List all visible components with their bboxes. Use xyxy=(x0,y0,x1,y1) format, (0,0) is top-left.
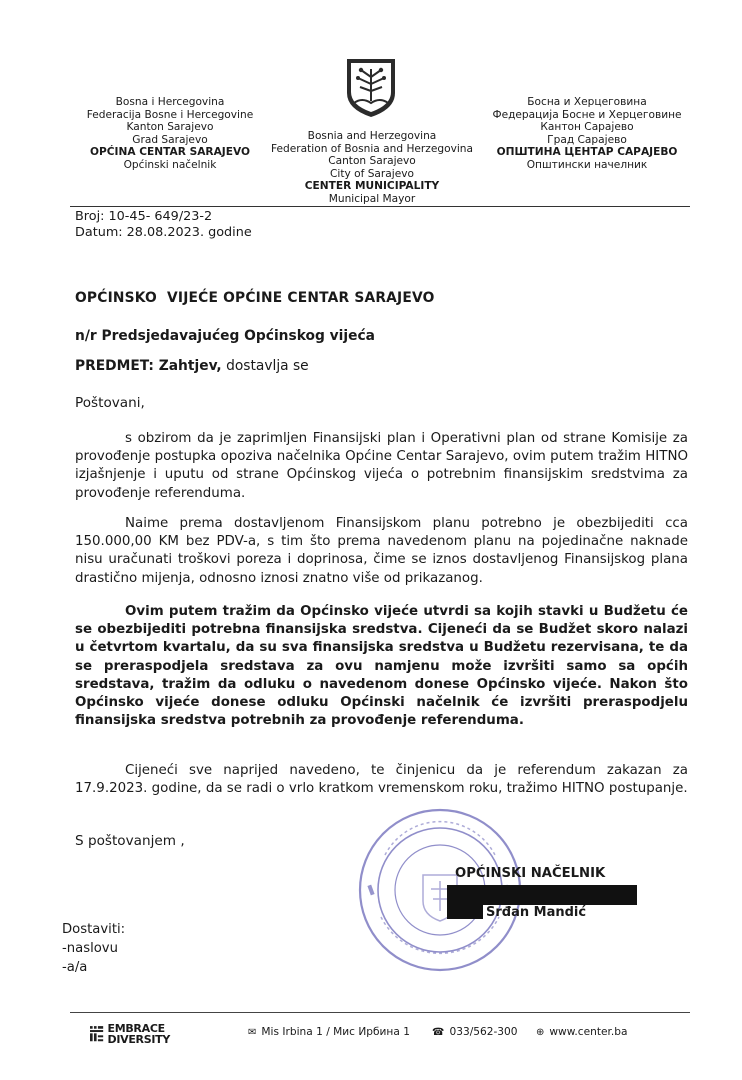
subject-text: dostavlja se xyxy=(221,358,309,374)
footer-phone-text: 033/562-300 xyxy=(449,1026,518,1038)
header-right-line: Кантон Сарајево xyxy=(540,121,634,133)
header-right-line: Босна и Херцеговина xyxy=(527,96,647,108)
embrace-diversity-logo xyxy=(90,1021,170,1047)
header-right-block xyxy=(482,96,692,171)
header-divider xyxy=(70,206,690,207)
header-center-municipality: CENTER MUNICIPALITY xyxy=(304,180,440,192)
footer-address xyxy=(248,1026,410,1038)
globe-icon: ⊕ xyxy=(536,1027,545,1038)
paragraph-3: Ovim putem tražim da Općinsko vijeće utvrdi sa kojih stavki u Budžetu će se obezbijediti potrebna finansijska sredstva. Cijeneći da se Budžet skoro nalazi u četvrtom kvartalu, da su sva finansijska sredstva u Budžetu rezervisana, te da se preraspodjela sredstava za ovu namjenu može izvršiti samo sa općih sredstava, tražim da odluku o navedenom donese Općinsko vijeće. Nakon što Općinsko vijeće donese odluku Općinski načelnik će izvršiti preraspodjelu finansijska sredstva potrebnih za provođenje referenduma. xyxy=(75,604,688,729)
logo-mark-icon xyxy=(90,1022,104,1046)
footer-phone xyxy=(432,1026,518,1038)
subject-label: PREDMET: Zahtjev, xyxy=(75,358,222,374)
header-right-municipality: ОПШТИНА ЦЕНТАР САРАЈЕВО xyxy=(496,146,678,158)
document-date: Datum: 28.08.2023. godine xyxy=(75,225,252,240)
header-left-municipality: OPĆINA CENTAR SARAJEVO xyxy=(90,146,250,158)
header-left-office: Općinski načelnik xyxy=(123,158,217,171)
header-right-line: Федерација Босне и Херцеговине xyxy=(492,108,682,121)
envelope-icon: ✉ xyxy=(248,1027,257,1038)
signer-title: OPĆINSKI NAČELNIK xyxy=(455,866,606,881)
greeting: Poštovani, xyxy=(75,395,145,411)
paragraph-4: Cijeneći sve naprijed navedeno, te činjenicu da je referendum zakazan za 17.9.2023. godine, da se radi o vrlo kratkom vremenskom roku, tražimo HITNO postupanje. xyxy=(75,763,688,797)
header-left-line: Federacija Bosne i Hercegovine xyxy=(86,108,254,121)
signer-name: Srđan Mandić xyxy=(486,905,587,920)
document-number: Broj: 10-45- 649/23-2 xyxy=(75,209,213,224)
logo-text-line1: EMBRACE xyxy=(107,1022,165,1035)
header-center-office: Municipal Mayor xyxy=(328,192,416,205)
redaction-bar xyxy=(447,903,483,919)
header-center-line: Federation of Bosnia and Herzegovina xyxy=(271,142,473,155)
header-center-line: Canton Sarajevo xyxy=(328,155,416,167)
footer-address-text: Mis Irbina 1 / Мис Ирбина 1 xyxy=(261,1026,410,1038)
header-left-line: Bosna i Hercegovina xyxy=(115,96,225,108)
header-center-line: City of Sarajevo xyxy=(330,167,414,180)
footer-website[interactable] xyxy=(536,1026,627,1038)
redaction-bar xyxy=(447,885,637,905)
footer-website-text[interactable]: www.center.ba xyxy=(549,1026,628,1038)
header-left-line: Grad Sarajevo xyxy=(132,133,208,146)
distribution-item: -naslovu xyxy=(62,941,118,956)
closing: S poštovanjem , xyxy=(75,833,185,849)
header-center-block xyxy=(262,130,482,205)
header-right-office: Општински начелник xyxy=(526,158,648,171)
distribution-item: -a/a xyxy=(62,960,88,975)
attention-line: n/r Predsjedavajućeg Općinskog vijeća xyxy=(75,328,375,344)
header-center-line: Bosnia and Herzegovina xyxy=(307,130,437,142)
paragraph-1: s obzirom da je zaprimljen Finansijski plan i Operativni plan od strane Komisije za provođenje postupka opoziva načelnika Općine Centar Sarajevo, ovim putem tražim HITNO izjašnjenje i uputu od strane Općinskog vijeća o potrebnim finansijskim sredstvima za provođenje referenduma. xyxy=(75,431,688,501)
distribution-label: Dostaviti: xyxy=(62,922,126,937)
paragraph-2: Naime prema dostavljenom Finansijskom planu potrebno je obezbijediti cca 150.000,00 KM bez PDV-a, s tim što prema navedenom planu na pojedinačne naknade nisu uračunati troškovi poreza i doprinosa, čime se iznos dostavljenog Finansijskog plana drastično mijenja, odnosno iznosi znatno više od prikazanog. xyxy=(75,516,688,586)
phone-icon: ☎ xyxy=(432,1027,445,1038)
header-left-block xyxy=(70,96,270,171)
recipient: OPĆINSKO VIJEĆE OPĆINE CENTAR SARAJEVO xyxy=(75,290,435,306)
coat-of-arms-icon xyxy=(344,57,398,119)
header-right-line: Град Сарајево xyxy=(547,133,627,146)
logo-text-line2: DIVERSITY xyxy=(107,1033,170,1046)
subject-line xyxy=(75,358,309,374)
header-left-line: Kanton Sarajevo xyxy=(126,121,214,133)
footer-divider xyxy=(70,1012,690,1013)
distribution-list xyxy=(62,920,125,977)
